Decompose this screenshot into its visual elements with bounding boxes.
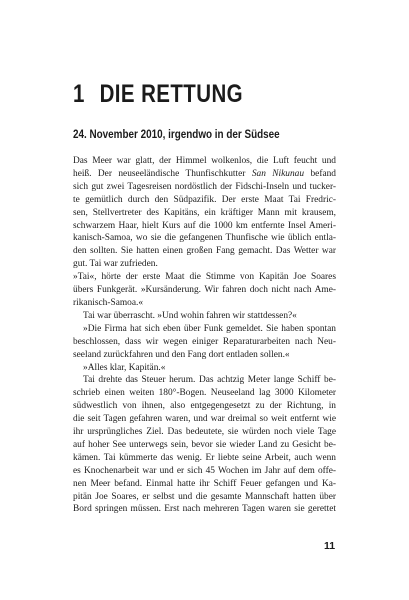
text-line: seeland zurückfahren und den Fang dort entladen sollen.« (73, 349, 290, 360)
text-line: auf hoher See unterwegs sein, bevor sie wieder Land zu Gesicht be- (73, 439, 336, 450)
text-line: die seit Tagen gefahren waren, und war dreimal so weit entfernt wie (73, 414, 336, 425)
text-line: sen, Stellvertreter des Kapitäns, ein kräftiger Mann mit krausem, (73, 207, 336, 218)
text-line: sich gut zwei Tagesreisen nordöstlich der Fidschi-Inseln und tucker- (73, 181, 336, 192)
text-line: ihr ursprüngliches Ziel. Das bedeutete, sie würden noch viele Tage (73, 427, 336, 438)
text-line: es Knochenarbeit war und er sich 45 Wochen im Jahr auf dem offe- (73, 465, 336, 476)
text-line: »Tai«, hörte der erste Maat die Stimme von Kapitän Joe Soares (73, 272, 336, 283)
text-line: Bord springen müssen. Erst nach mehreren Tagen waren sie gerettet (73, 504, 336, 515)
text-line: schrieb einen weiten 180°-Bogen. Neuseeland lag 3000 Kilometer (73, 388, 336, 399)
chapter-subtitle: 24. November 2010, irgendwo in der Südsee (73, 129, 280, 141)
text-line: Tai drehte das Steuer herum. Das achtzig Meter lange Schiff be- (83, 375, 336, 386)
text-line: kanisch-Samoa, wo sie die gefangenen Thunfische wie üblich entla- (73, 233, 336, 244)
page-number: 11 (324, 540, 336, 552)
text-line: übers Funkgerät. »Kursänderung. Wir fahren doch nicht nach Ame- (73, 285, 336, 296)
chapter-title: DIE RETTUNG (99, 80, 244, 108)
chapter-heading (73, 80, 243, 109)
text-line-part: heiß. Der neuseeländische Thunfischkutter San Nikunau befand (73, 168, 336, 179)
text-line: südwestlich von ihnen, also entgegengesetzt zu der Richtung, in (73, 401, 336, 412)
body-text (73, 155, 336, 516)
text-line: te gemütlich durch den Südpazifik. Der erste Maat Tai Fredric- (73, 194, 336, 205)
text-line: beschlossen, dass wir wegen einiger Reparaturarbeiten nach Neu- (73, 336, 336, 347)
text-line: schwarzem Haar, hielt Kurs auf die 1000 km entfernte Insel Ameri- (73, 220, 336, 231)
text-line: Tai war überrascht. »Und wohin fahren wir stattdessen?« (83, 310, 297, 321)
text-line: rikanisch-Samoa.« (73, 297, 144, 308)
text-line: »Alles klar, Kapitän.« (83, 362, 166, 373)
ship-name: San Nikunau (251, 168, 305, 179)
text-line: »Die Firma hat sich eben über Funk gemeldet. Sie haben spontan (83, 323, 336, 334)
text-line: den sollten. Sie hatten einen großen Fang gemacht. Das Wetter war (73, 246, 336, 257)
text-line (73, 168, 336, 181)
text-line: kämen. Tai kümmerte das wenig. Er liebte seine Arbeit, auch wenn (73, 452, 336, 463)
text-line: gut. Tai war zufrieden. (73, 259, 158, 270)
text-line: pitän Joe Soares, er selbst und die gesamte Mannschaft hatten über (73, 491, 336, 502)
text-line: nen Meer befand. Einmal hatte ihr Schiff Feuer gefangen und Ka- (73, 478, 336, 489)
chapter-number: 1 (73, 80, 85, 108)
text-line: Das Meer war glatt, der Himmel wolkenlos, die Luft feucht und (73, 156, 336, 166)
